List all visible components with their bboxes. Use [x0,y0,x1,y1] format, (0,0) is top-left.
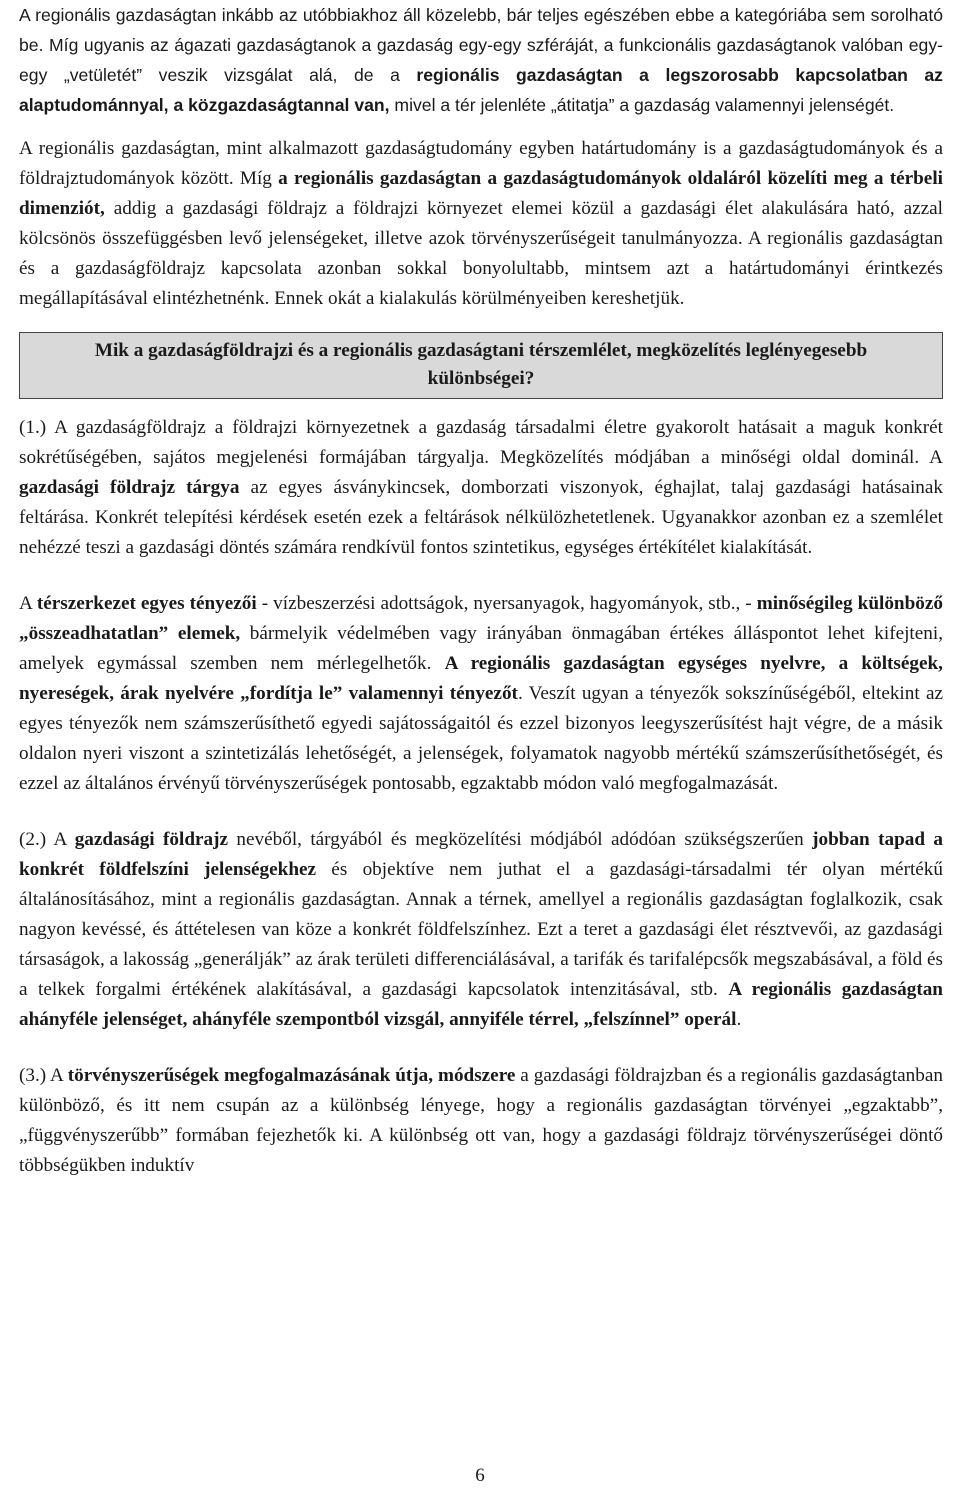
text-run: A regionális gazdaságtan inkább az utóbbiakhoz áll közelebb, bár teljes egészében ebbe a kategóriába sem sorolható be. Míg ugyanis az ágazati gazdaságtanok a gazdaság egy-egy szféráját, a funkcionális gazdaságtanok valóban egy-egy „vetületét” veszik vizsgálat alá, de a [19,5,943,85]
bold-run: regionális gazdaságtan a legszorosabb kapcsolatban az alaptudománnyal, a közgazdaságtannal van, [19,65,943,115]
question-box: Mik a gazdaságföldrajzi és a regionális gazdaságtani térszemlélet, megközelítés leglényegesebb különbségei? [19,332,943,399]
text-run: bármelyik védelmében vagy irányában önmagában értékes álláspontot lehet kifejteni, amelyek egymással szemben nem mérlegelhetők. [19,623,944,674]
document-page [19,0,943,1181]
bold-run: törvényszerűségek megfogalmazásának útja, módszere [67,1065,516,1086]
text-run: az egyes ásványkincsek, domborzati viszonyok, éghajlat, talaj gazdasági hatásainak feltárása. Konkrét telepítési kérdések esetén ezek a feltárások nélkülözhetetlenek. Ugyanakkor azonban ez a szemlélet nehézzé teszi a gazdasági döntés számára rendkívül fontos szintetikus, egységes értékítélet kialakítását. [19,477,943,558]
paragraph-point-2 [19,825,943,1035]
bold-run: minőségileg különböző „összeadhatatlan” elemek, [19,593,943,644]
bold-run: A regionális gazdaságtan ahányféle jelenséget, ahányféle szempontból vizsgál, annyiféle térrel, „felszínnel” operál [19,979,943,1030]
paragraph-spatial-structure [19,589,943,799]
paragraph-intro [19,0,943,120]
bold-run: térszerkezet egyes tényezői [36,593,257,614]
bold-run: gazdasági földrajz [74,829,229,850]
bold-run: a regionális gazdaságtan a gazdaságtudományok oldaláról közelíti meg a térbeli dimenziót, [19,168,943,219]
text-run: A [19,593,37,614]
bold-run: gazdasági földrajz tárgya [19,477,240,498]
text-run: addig a gazdasági földrajz a földrajzi környezet elemei közül a gazdasági élet alakulására ható, azzal kölcsönös összefüggésben levő jelenségeket, illetve azok törvényszerűségeit tanulmányozza. A regionális gazdaságtan és a gazdaságföldrajz kapcsolata azonban sokkal bonyolultabb, mintsem azt a határtudományi érintkezés megállapításával elintézhetnénk. Ennek okát a kialakulás körülményeiben kereshetjük. [19,198,943,309]
page-number: 6 [475,1465,485,1486]
bold-run: jobban tapad a konkrét földfelszíni jelenségekhez [19,829,943,880]
text-run: . Veszít ugyan a tényezők sokszínűségéből, eltekint az egyes tényezők nem számszerűsíthető egyedi sajátosságaitól és ezzel bizonyos leegyszerűsítést hajt végre, de a másik oldalon nyeri viszont a szintetizálás lehetőségét, a jelenségek, folyamatok nagyobb mértékű számszerűsíthetőségét, és ezzel az általános érvényű törvényszerűségek pontosabb, egzaktabb módon való megfogalmazását. [19,683,943,794]
text-run: és objektíve nem juthat el a gazdasági-társadalmi tér olyan mértékű általánosításához, mint a regionális gazdaságtan. Annak a térnek, amellyel a regionális gazdaságtan foglalkozik, csak nagyon kevéssé, és áttételesen van köze a konkrét földfelszínhez. Ezt a teret a gazdasági élet résztvevői, az gazdasági társaságok, a lakosság „generálják” az árak területi differenciálásával, a tarifák és tarifalépcsők megszabásával, a föld és a telkek forgalmi értékének alakításával, a gazdasági kapcsolatok intenzitásával, stb. [19,859,943,1000]
text-run: A regionális gazdaságtan, mint alkalmazott gazdaságtudomány egyben határtudomány is a gazdaságtudományok és a földrajztudományok között. Míg [19,138,943,189]
text-run: a gazdasági földrajzban és a regionális gazdaságtanban különböző, és itt nem csupán az a különbség lényege, hogy a regionális gazdaságtan törvényei „egzaktabb”, „függvényszerűbb” formában fejezhetők ki. A különbség ott van, hogy a gazdasági földrajz törvényszerűségei döntő többségükben induktív [19,1065,943,1176]
paragraph-point-1 [19,413,943,563]
text-run: (1.) A gazdaságföldrajz a földrajzi környezetnek a gazdaság társadalmi életre gyakorolt hatásait a maguk konkrét sokrétűségében, sajátos megjelenési formájában tárgyalja. Megközelítés módjában a minőségi oldal dominál. A [19,417,943,468]
text-run: mivel a tér jelenléte „átitatja” a gazdaság valamennyi jelenségét. [389,95,895,115]
bold-run: A regionális gazdaságtan egységes nyelvre, a költségek, nyereségek, árak nyelvére „fordítja le” valamennyi tényezőt [19,653,943,704]
text-run: (2.) A [19,829,75,850]
text-run: nevéből, tárgyából és megközelítési módjából adódóan szükségszerűen [228,829,813,850]
text-run: - vízbeszerzési adottságok, nyersanyagok, hagyományok, stb., - [256,593,757,614]
text-run: . [736,1009,742,1030]
paragraph-border-science [19,134,943,314]
paragraph-point-3 [19,1061,943,1181]
text-run: (3.) A [19,1065,68,1086]
